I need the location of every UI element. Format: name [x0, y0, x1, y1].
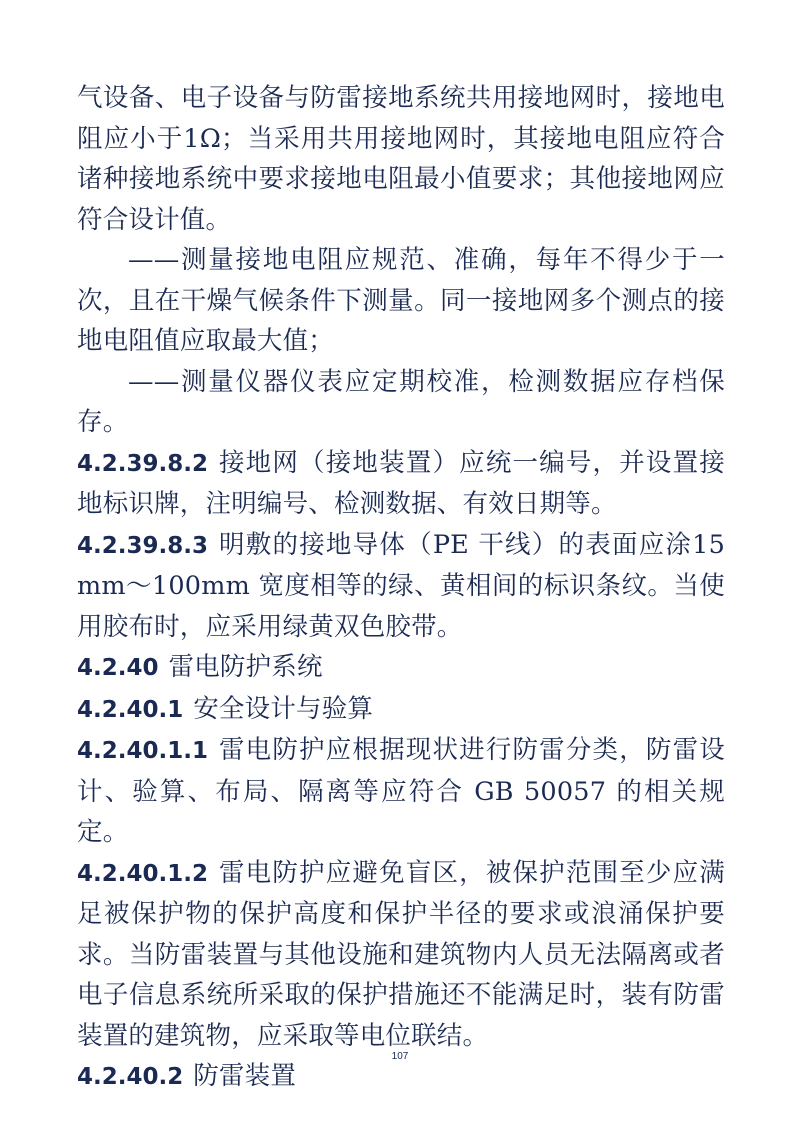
paragraph-measurement-rule [77, 240, 725, 362]
clause-4-2-39-8-3 [77, 525, 725, 648]
section-title: 防雷装置 [193, 1061, 297, 1091]
clause-number: 4.2.40.1.2 [77, 860, 208, 887]
section-title: 安全设计与验算 [193, 693, 374, 724]
section-heading-4-2-40 [77, 647, 725, 689]
section-number: 4.2.40 [77, 655, 159, 681]
page-number: 107 [391, 1051, 409, 1062]
paragraph-text: 气设备、电子设备与防雷接地系统共用接地网时，接地电阻应小于1Ω；当采用共用接地网时，其接地电阻应符合诸种接地系统中要求接地电阻最小值要求；其他接地网应符合设计值。 [77, 83, 725, 235]
clause-text: 接地网（接地装置）应统一编号，并设置接地标识牌，注明编号、检测数据、有效日期等。 [77, 447, 725, 519]
paragraph-grounding-resistance [77, 78, 725, 240]
clause-text: 雷电防护应避免盲区，被保护范围至少应满足被保护物的保护高度和保护半径的要求或浪涌保护要求。当防雷装置与其他设施和建筑物内人员无法隔离或者电子信息系统所采取的保护措施还不能满足时，装有防雷装置的建筑物，应采取等电位联结。 [77, 857, 725, 1051]
section-number: 4.2.40.2 [77, 1064, 184, 1090]
clause-4-2-39-8-2 [77, 443, 725, 525]
paragraph-instrument-calibration [77, 362, 725, 443]
section-number: 4.2.40.1 [77, 696, 184, 723]
document-body [77, 78, 725, 1098]
clause-text: 明敷的接地导体（PE 干线）的表面应涂15mm～100mm 宽度相等的绿、黄相间的标识条纹。当使用胶布时，应采用绿黄双色胶带。 [77, 529, 725, 642]
section-heading-4-2-40-1 [77, 689, 725, 731]
paragraph-text: ——测量接地电阻应规范、准确，每年不得少于一次，且在干燥气候条件下测量。同一接地网多个测点的接地电阻值应取最大值； [77, 245, 725, 356]
section-title: 雷电防护系统 [168, 652, 323, 682]
section-heading-4-2-40-2 [77, 1056, 725, 1098]
clause-number: 4.2.39.8.3 [77, 532, 208, 559]
clause-number: 4.2.40.1.1 [77, 738, 208, 764]
clause-4-2-40-1-2 [77, 853, 725, 1057]
clause-4-2-40-1-1 [77, 730, 725, 853]
clause-text: 雷电防护应根据现状进行防雷分类，防雷设计、验算、布局、隔离等应符合 GB 50057 的相关规定。 [77, 735, 725, 847]
clause-number: 4.2.39.8.2 [77, 450, 208, 477]
paragraph-text: ——测量仪器仪表应定期校准，检测数据应存档保存。 [77, 366, 725, 437]
